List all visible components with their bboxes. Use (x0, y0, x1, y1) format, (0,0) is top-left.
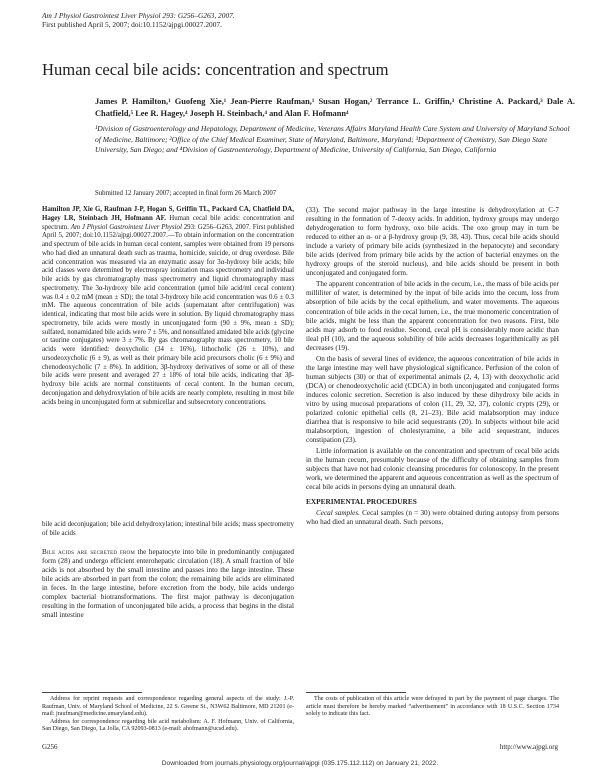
footnote-rule (42, 692, 142, 693)
abstract (42, 206, 294, 407)
journal-url: http://www.ajpgi.org (499, 743, 558, 751)
journal-header (42, 11, 442, 29)
methods-lead: Cecal samples. (316, 508, 360, 517)
abstract-body: 293: G256–G263, 2007. First published April 5, 2007; doi:10.1152/ajpgi.00027.2007.—To obtain information on the concentration and spectrum of bile acids in human cecal content, samples were obtained from 19 persons who had died an unnatural death such as trauma, homicide, suicide, or drug overdose. Bile acid concentration was measured via an enzymatic assay for 3α-hydroxy bile acids; bile acid classes were determined by electrospray ionization mass spectrometry and individual bile acids by gas chromatography mass spectrometry and liquid chromatography mass spectrometry. The 3α-hydroxy bile acid concentration (μmol bile acid/ml cecal content) was 0.4 ± 0.2 mM (mean ± SD); the total 3-hydroxy bile acid concentration was 0.6 ± 0.3 mM. The aqueous concentration of bile acids (supernatant after centrifugation) was identical, indicating that most bile acids were in solution. By liquid chromatography mass spectrometry, bile acids were mostly in unconjugated form (90 ± 9%, mean ± SD); sulfated, nonamidated bile acids were 7 ± 5%, and nonsulfated amidated bile acids (glycine or taurine conjugates) were 3 ± 7%. By gas chromatography mass spectrometry, 10 bile acids were identified: deoxycholic (34 ± 16%), lithocholic (26 ± 10%), and ursodeoxycholic (6 ± 9), as well as their primary bile acid precursors cholic (6 ± 9%) and chenodeoxycholic (7 ± 8%). In addition, 3β-hydroxy derivatives of some or all of these bile acids were present and averaged 27 ± 18% of total bile acids, indicating that 3β-hydroxy bile acids are normal constituents of cecal content. In the human cecum, deconjugation and dehydroxylation of bile acids are nearly complete, resulting in most bile acids being in unconjugated form at submicellar and subsecretory concentrations. (42, 223, 294, 406)
intro-lead: Bile acids are secreted from (42, 548, 135, 556)
journal-citation: Am J Physiol Gastrointest Liver Physiol 293: G256–G263, 2007. (42, 11, 235, 20)
publication-cost-footnote (306, 696, 559, 719)
download-notice: Downloaded from journals.physiology.org/journal/ajpgi (035.175.112.112) on January 21, 2022. (161, 760, 439, 767)
author-list: James P. Hamilton,¹ Guofeng Xie,¹ Jean-Pierre Raufman,¹ Susan Hogan,² Terrance L. Griffin,³ Christine A. Packard,³ Dale A. Chatfield,⁵ Lee R. Hagey,⁴ Joseph H. Steinbach,⁴ and Alan F. Hofmann⁴ (95, 97, 575, 118)
introduction (42, 548, 294, 620)
footnote: Address for reprint requests and correspondence regarding general aspects of the study: J.-P. Raufman, Univ. of Maryland School of Medicine, 22 S. Greene St., N3W62 Baltimore, MD 21201 (e-mail: jraufman@medicine.umaryland.edu). (42, 696, 294, 717)
paragraph: Little information is available on the concentration and spectrum of cecal bile acids in the human cecum, presumably because of the difficulty of obtaining samples from subjects that have not had colonic cleansing procedures for colonoscopy. In the present work, we determined the apparent and aqueous concentration as well as the spectrum of cecal bile acids in persons dying an unnatural death. (306, 447, 559, 492)
published-line: First published April 5, 2007; doi:10.1152/ajpgi.00027.2007. (42, 20, 222, 29)
footnote: The costs of publication of this article were defrayed in part by the payment of page charges. The article must therefore be hereby marked “advertisement” in accordance with 18 U.S.C. Section 1734 solely to indicate this fact. (306, 696, 559, 717)
methods-paragraph (306, 509, 559, 527)
correspondence-footnotes (42, 696, 294, 734)
footnote: Address for correspondence regarding bile acid metabolism: A. F. Hofmann, Univ. of California, San Diego, San Diego, La Jolla, CA 92093-0813 (e-mail: ahofmann@ucsd.edu). (42, 718, 294, 732)
abstract-citation-title: Human cecal bile acids: concentration and spectrum. (42, 214, 294, 231)
footnote-rule (306, 692, 406, 693)
abstract-citation-journal: Am J Physiol Gastrointest Liver Physiol (70, 223, 182, 231)
submission-dates: Submitted 12 January 2007; accepted in final form 26 March 2007 (95, 190, 277, 197)
section-heading: EXPERIMENTAL PROCEDURES (306, 497, 417, 507)
right-column (306, 206, 559, 527)
paragraph: On the basis of several lines of evidence, the aqueous concentration of bile acids in the large intestine may well have physiological significance. Perfusion of the colon of human subjects (30) or that of experimental animals (2, 4, 13) with deoxycholic acid (DCA) or chenodeoxycholic acid (CDCA) in both unconjugated and conjugated forms induces colonic secretion. Secretion is also induced by these dihydroxy bile acids in vitro by using mucosal preparations of colon (11, 29, 32, 37), colonic crypts (29), or polarized colonic epithelial cells (8, 21–23). Bile acid malabsorption may induce diarrhea that is responsive to bile acid sequestrants (20). In subjects without bile acid malabsorption, ingestion of cholestyramine, a bile acid sequestrant, induces constipation (23). (306, 354, 559, 445)
page-number: G256 (42, 743, 58, 751)
abstract-citation-authors: Hamilton JP, Xie G, Raufman J-P, Hogan S, Griffin TL, Packard CA, Chatfield DA, Hagey LR, Steinbach JH, Hofmann AF. (42, 206, 294, 222)
paragraph: (33). The second major pathway in the large intestine is dehydroxylation at C-7 resulting in the formation of 7-deoxy acids. In addition, hydroxy groups may undergo dehydrogenation to form hydroxy, oxo bile acids. The oxo group may in turn be reduced to either an α- or a β-hydroxy group (9, 38, 43). Thus, cecal bile acids should include a variety of primary bile acids (synthesized in the hepatocyte) and secondary bile acids (derived from primary bile acids by the action of bacterial enzymes on the hydroxy groups of the steroid nucleus), and bile acids should be present in both unconjugated and conjugated form. (306, 206, 559, 278)
paragraph: The apparent concentration of bile acids in the cecum, i.e., the mass of bile acids per milliliter of water, is determined by the input of bile acids into the cecum, loss from absorption of bile acids by the cecal epithelium, and water movements. The aqueous concentration of bile acids in the cecal lumen, i.e., the true monomeric concentration of bile acids, might be less than the apparent concentration for two reasons. First, bile acids may adsorb to food residue. Second, cecal pH is considerably more acidic than ileal pH (10), and the aqueous solubility of bile acids decreases logarithmically as pH decreases (19). (306, 280, 559, 352)
keywords: bile acid deconjugation; bile acid dehydroxylation; intestinal bile acids; mass spectrometry of bile acids (42, 521, 294, 537)
methods-text: Cecal samples (n = 30) were obtained during autopsy from persons who had died an unnatural death. Such persons, (306, 508, 559, 526)
intro-text: the hepatocyte into bile in predominantly conjugated form (28) and undergo efficient enterohepatic circulation (18). A small fraction of bile acids is not absorbed by the small intestine and passes into the large intestine. These bile acids are absorbed in part from the colon; the remaining bile acids are eliminated in feces. In the large intestine, before excretion from the body, bile acids undergo complex bacterial biotransformations. The first major pathway is deconjugation resulting in the formation of unconjugated bile acids, a process that begins in the distal small intestine (42, 548, 294, 620)
affiliations: ¹Division of Gastroenterology and Hepatology, Department of Medicine, Veterans Affairs Maryland Health Care System and University of Maryland School of Medicine, Baltimore; ²Office of the Chief Medical Examiner, State of Maryland, Baltimore, Maryland; ³Department of Chemistry, San Diego State University, San Diego; and ⁴Division of Gastroenterology, Department of Medicine, University of California, San Diego, California (95, 124, 570, 154)
article-title: Human cecal bile acids: concentration and spectrum (42, 60, 389, 79)
